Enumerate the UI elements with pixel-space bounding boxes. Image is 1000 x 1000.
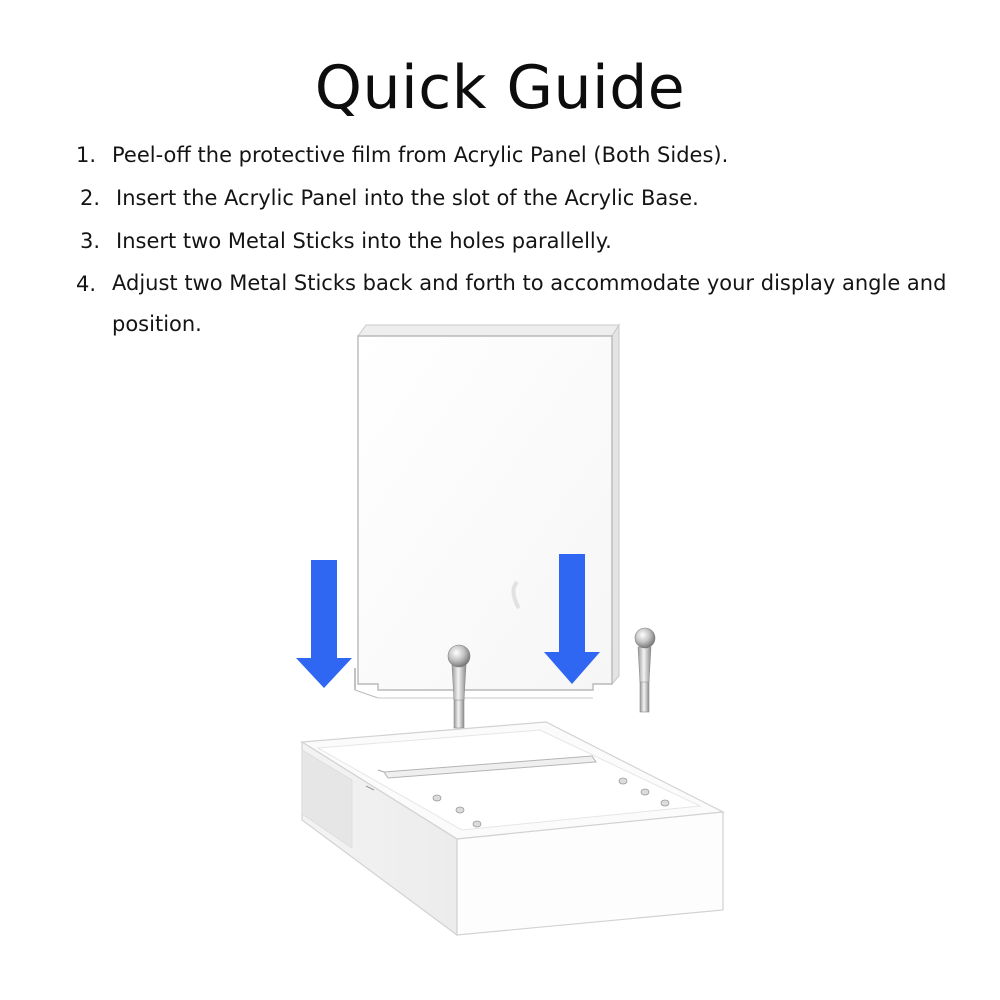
instruction-list <box>76 134 976 345</box>
step-number: 3. <box>80 229 101 253</box>
step-text: Insert two Metal Sticks into the holes parallelly. <box>116 229 612 253</box>
metal-stick-icon <box>448 645 470 728</box>
acrylic-panel <box>355 325 619 698</box>
page-title: Quick Guide <box>314 53 686 123</box>
stick-hole <box>433 778 669 827</box>
step-number: 2. <box>80 186 101 210</box>
instruction-step-1 <box>76 134 976 177</box>
instruction-step-3 <box>76 220 976 263</box>
step-text: Insert the Acrylic Panel into the slot of the Acrylic Base. <box>116 186 699 210</box>
step-number: 4. <box>76 272 97 296</box>
acrylic-base <box>302 722 723 935</box>
step-number: 1. <box>76 143 97 167</box>
down-arrow-icon <box>544 554 600 684</box>
instruction-step-2 <box>76 177 976 220</box>
step-text: Peel-off the protective film from Acrylic Panel (Both Sides). <box>112 143 729 167</box>
instruction-step-4 <box>76 263 976 345</box>
step-text: Adjust two Metal Sticks back and forth to accommodate your display angle and position. <box>112 271 947 336</box>
metal-stick-icon <box>635 628 655 712</box>
down-arrow-icon <box>296 560 352 688</box>
